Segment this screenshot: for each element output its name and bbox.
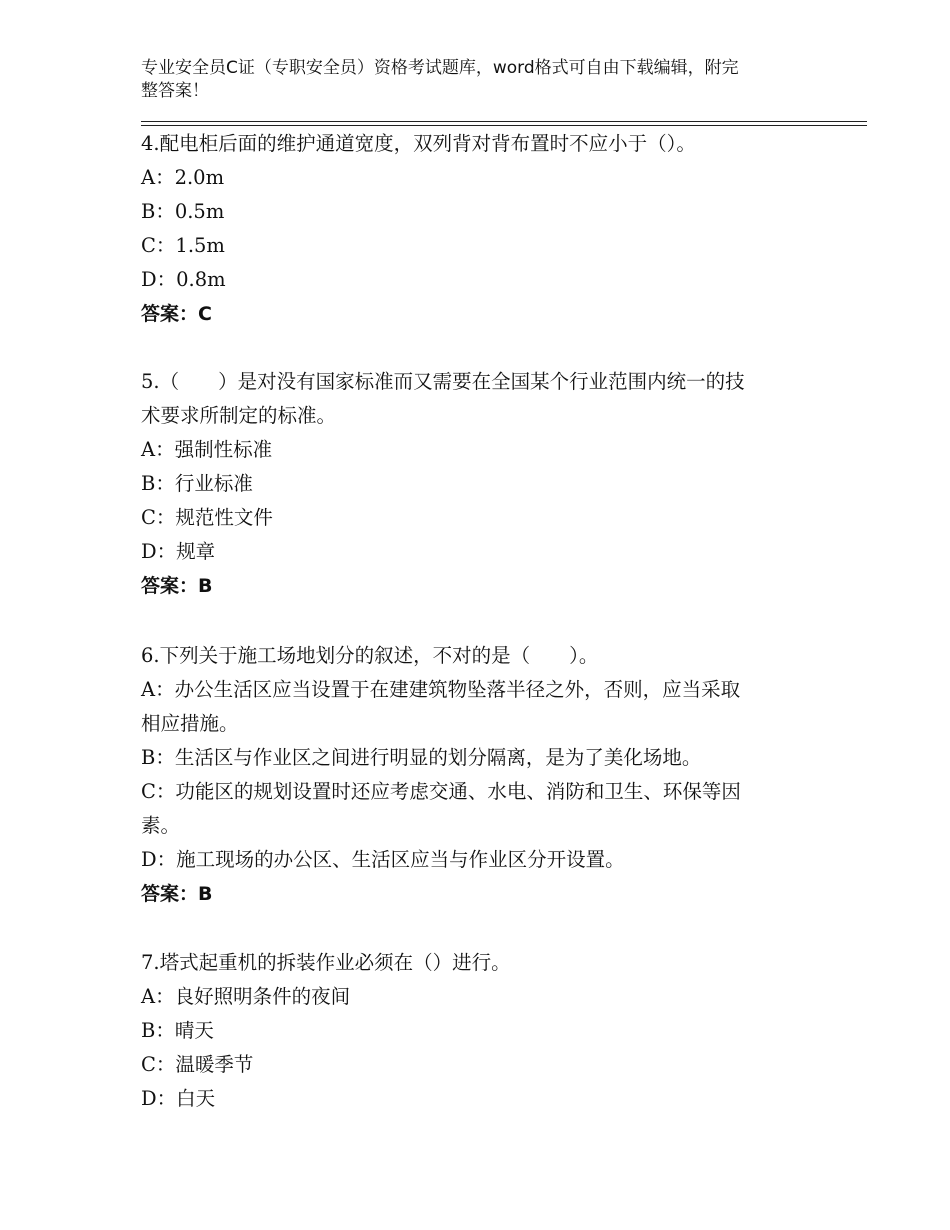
- answer: 答案：C: [141, 303, 212, 325]
- header-line-2: 整答案！: [141, 81, 209, 101]
- option-a: A：2.0m: [141, 166, 225, 189]
- header-line-1: 专业安全员C证（专职安全员）资格考试题库，word格式可自由下载编辑，附完: [141, 58, 739, 78]
- question-5: [141, 365, 821, 603]
- question-7: [141, 946, 821, 1116]
- header-divider-bottom: [141, 125, 867, 126]
- question-4: [141, 127, 821, 331]
- option-b: B：晴天: [141, 1019, 214, 1042]
- document-header: [141, 57, 821, 103]
- option-b: B：0.5m: [141, 200, 225, 223]
- question-stem: 4.配电柜后面的维护通道宽度，双列背对背布置时不应小于（）。: [141, 132, 696, 155]
- option-b: B：生活区与作业区之间进行明显的划分隔离，是为了美化场地。: [141, 746, 702, 769]
- option-d: D：0.8m: [141, 268, 226, 291]
- question-6: [141, 639, 821, 911]
- option-c: C：功能区的规划设置时还应考虑交通、水电、消防和卫生、环保等因: [141, 780, 741, 803]
- option-a-continued: 相应措施。: [141, 712, 239, 735]
- option-a: A：办公生活区应当设置于在建建筑物坠落半径之外，否则，应当采取: [141, 678, 741, 701]
- question-stem-continued: 术要求所制定的标准。: [141, 404, 337, 427]
- option-b: B：行业标准: [141, 472, 253, 495]
- question-stem: 5.（ ）是对没有国家标准而又需要在全国某个行业范围内统一的技: [141, 370, 745, 393]
- option-d: D：白天: [141, 1087, 216, 1110]
- option-c: C：规范性文件: [141, 506, 273, 529]
- option-d: D：施工现场的办公区、生活区应当与作业区分开设置。: [141, 848, 625, 871]
- option-a: A：良好照明条件的夜间: [141, 985, 351, 1008]
- option-c: C：温暖季节: [141, 1053, 254, 1076]
- question-stem: 6.下列关于施工场地划分的叙述，不对的是（ ）。: [141, 644, 599, 667]
- option-a: A：强制性标准: [141, 438, 273, 461]
- answer: 答案：B: [141, 575, 213, 597]
- option-d: D：规章: [141, 540, 216, 563]
- header-divider-top: [141, 121, 867, 122]
- question-stem: 7.塔式起重机的拆装作业必须在（）进行。: [141, 951, 511, 974]
- option-c-continued: 素。: [141, 814, 181, 837]
- option-c: C：1.5m: [141, 234, 225, 257]
- answer: 答案：B: [141, 883, 213, 905]
